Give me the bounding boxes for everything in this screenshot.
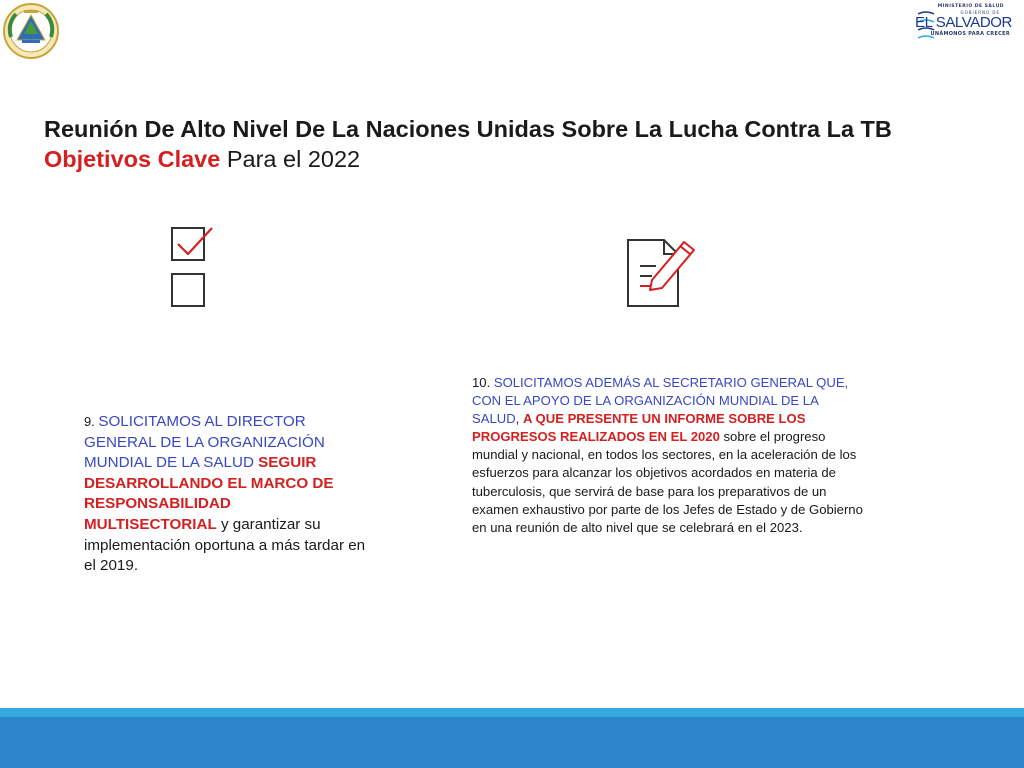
logo-country-text: EL SALVADOR xyxy=(914,14,1012,31)
objective-10-highlight: A QUE PRESENTE UN INFORME SOBRE LOS PROGRESOS REALIZADOS EN EL 2020 xyxy=(472,411,806,445)
objective-9-request: SOLICITAMOS AL DIRECTOR GENERAL DE LA ORGANIZACIÓN MUNDIAL DE LA SALUD xyxy=(84,413,325,472)
objective-10-rest: sobre el progreso mundial y nacional, en todos los sectores, en la aceleración de los esfuerzos para alcanzar los objetivos acordados en materia de tuberculosis, que servirá de base para los preparativos de un examen exhaustivo por parte de los Jefes de Estado y de Gobierno en una reunión de alto nivel que se celebrará en el 2023. xyxy=(472,429,863,535)
footer-bar xyxy=(0,717,1024,768)
objective-10-number: 10. xyxy=(472,375,494,390)
title-highlight: Objetivos Clave xyxy=(44,146,221,172)
title-part2: Para el 2022 xyxy=(220,146,361,172)
objective-9-number: 9. xyxy=(84,414,99,429)
title-part1: Reunión De Alto Nivel De La Naciones Unidas Sobre La Lucha Contra La TB xyxy=(44,116,892,142)
objective-10-request: SOLICITAMOS ADEMÁS AL SECRETARIO GENERAL QUE, CON EL APOYO DE LA ORGANIZACIÓN MUNDIAL DE LA SALUD xyxy=(472,375,849,427)
checklist-icon xyxy=(168,224,216,310)
objective-10-comma: , xyxy=(515,411,523,427)
objective-9-highlight: SEGUIR DESARROLLANDO EL MARCO DE RESPONSABILIDAD MULTISECTORIAL xyxy=(84,454,334,533)
objective-9-rest: y garantizar su implementación oportuna a más tardar en el 2019. xyxy=(84,515,366,575)
coat-of-arms-icon xyxy=(2,2,60,60)
document-edit-icon xyxy=(622,236,700,308)
logo-ministry-text: MINISTERIO DE SALUD xyxy=(937,4,1004,9)
government-logo xyxy=(914,2,1018,52)
slide-title xyxy=(44,114,944,174)
logo-slogan-text: UNÁMONOS PARA CRECER xyxy=(930,31,1010,37)
objective-10-text xyxy=(472,374,867,537)
objective-9-text xyxy=(84,412,366,577)
logo-government-text: GOBIERNO DE xyxy=(960,10,1000,15)
footer-accent-stripe xyxy=(0,708,1024,717)
